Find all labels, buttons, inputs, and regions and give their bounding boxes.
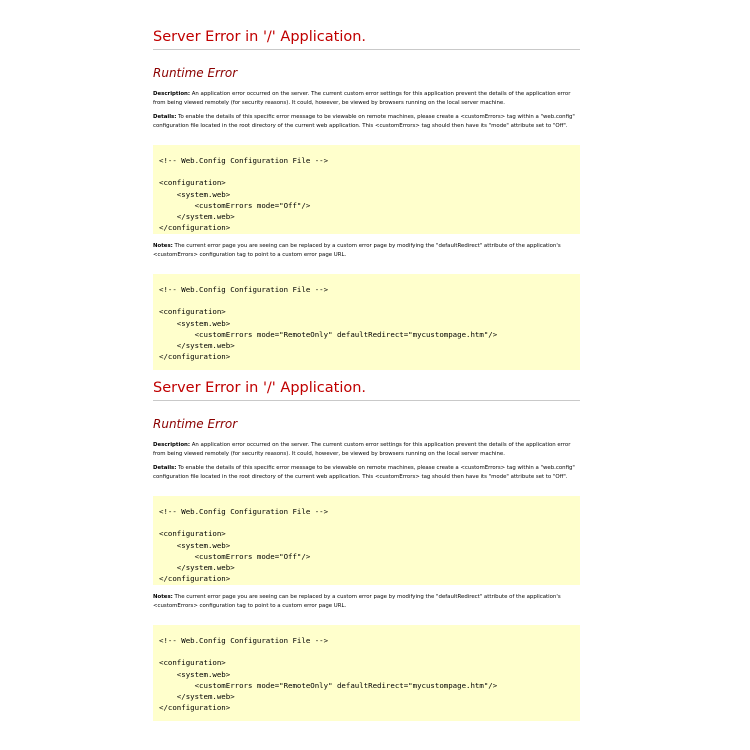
notes-paragraph bbox=[153, 593, 580, 610]
runtime-error-heading: Runtime Error bbox=[153, 417, 238, 431]
code-blank-line bbox=[159, 517, 574, 528]
code-line: </configuration> bbox=[159, 352, 231, 362]
description-paragraph bbox=[153, 90, 580, 107]
title-divider bbox=[153, 400, 580, 401]
code-comment: <!-- Web.Config Configuration File --> bbox=[159, 156, 329, 165]
code-comment: <!-- Web.Config Configuration File --> bbox=[159, 285, 329, 294]
code-comment: <!-- Web.Config Configuration File --> bbox=[159, 636, 329, 645]
code-line: <configuration> bbox=[159, 658, 226, 668]
description-paragraph bbox=[153, 441, 580, 458]
details-label: Details: bbox=[153, 465, 177, 471]
config-code-block-off bbox=[153, 145, 580, 234]
config-code-block-remote-only bbox=[153, 625, 580, 721]
code-comment: <!-- Web.Config Configuration File --> bbox=[159, 507, 329, 516]
details-paragraph bbox=[153, 113, 580, 130]
code-line: <system.web> bbox=[159, 318, 231, 328]
code-line: </configuration> bbox=[159, 703, 231, 713]
code-line: <configuration> bbox=[159, 178, 226, 188]
details-paragraph bbox=[153, 464, 580, 481]
code-line: <system.web> bbox=[159, 669, 231, 679]
notes-label: Notes: bbox=[153, 243, 173, 249]
code-blank-line bbox=[159, 295, 574, 306]
code-blank-line bbox=[159, 646, 574, 657]
code-line: <configuration> bbox=[159, 529, 226, 539]
notes-paragraph bbox=[153, 242, 580, 259]
notes-text: The current error page you are seeing can be replaced by a custom error page by modifying the "defaultRedirect" attribute of the application's <customErrors> configuration tag to point to a custom error page URL. bbox=[153, 243, 561, 258]
code-line: </system.web> bbox=[159, 211, 235, 221]
code-line: <customErrors mode="RemoteOnly" defaultRedirect="mycustompage.htm"/> bbox=[159, 329, 498, 339]
error-page bbox=[153, 27, 580, 721]
code-line: </system.web> bbox=[159, 340, 235, 350]
description-label: Description: bbox=[153, 91, 191, 97]
details-text: To enable the details of this specific error message to be viewable on remote machines, please create a <customErrors> tag within a "web.config" configuration file located in the root directory of the current web application. This <customErrors> tag should then have its "mode" attribute set to "Off". bbox=[153, 114, 575, 129]
description-text: An application error occurred on the server. The current custom error settings for this application prevent the details of the application error from being viewed remotely (for security reasons). It could, however, be viewed by browsers running on the local server machine. bbox=[153, 91, 571, 106]
description-label: Description: bbox=[153, 442, 191, 448]
config-code-block-remote-only bbox=[153, 274, 580, 370]
code-blank-line bbox=[159, 166, 574, 177]
code-line: </configuration> bbox=[159, 574, 231, 584]
title-divider bbox=[153, 49, 580, 50]
description-text: An application error occurred on the server. The current custom error settings for this application prevent the details of the application error from being viewed remotely (for security reasons). It could, however, be viewed by browsers running on the local server machine. bbox=[153, 442, 571, 457]
code-line: </system.web> bbox=[159, 691, 235, 701]
error-block bbox=[153, 378, 580, 721]
config-code-block-off bbox=[153, 496, 580, 585]
code-line: </system.web> bbox=[159, 562, 235, 572]
details-text: To enable the details of this specific error message to be viewable on remote machines, please create a <customErrors> tag within a "web.config" configuration file located in the root directory of the current web application. This <customErrors> tag should then have its "mode" attribute set to "Off". bbox=[153, 465, 575, 480]
notes-label: Notes: bbox=[153, 594, 173, 600]
code-line: <configuration> bbox=[159, 307, 226, 317]
server-error-title: Server Error in '/' Application. bbox=[153, 29, 367, 45]
code-line: <customErrors mode="Off"/> bbox=[159, 200, 311, 210]
details-label: Details: bbox=[153, 114, 177, 120]
code-line: </configuration> bbox=[159, 223, 231, 233]
server-error-title: Server Error in '/' Application. bbox=[153, 380, 367, 396]
code-line: <customErrors mode="RemoteOnly" defaultRedirect="mycustompage.htm"/> bbox=[159, 680, 498, 690]
code-line: <customErrors mode="Off"/> bbox=[159, 551, 311, 561]
code-line: <system.web> bbox=[159, 189, 231, 199]
notes-text: The current error page you are seeing can be replaced by a custom error page by modifying the "defaultRedirect" attribute of the application's <customErrors> configuration tag to point to a custom error page URL. bbox=[153, 594, 561, 609]
error-block bbox=[153, 27, 580, 370]
code-line: <system.web> bbox=[159, 540, 231, 550]
runtime-error-heading: Runtime Error bbox=[153, 66, 238, 80]
